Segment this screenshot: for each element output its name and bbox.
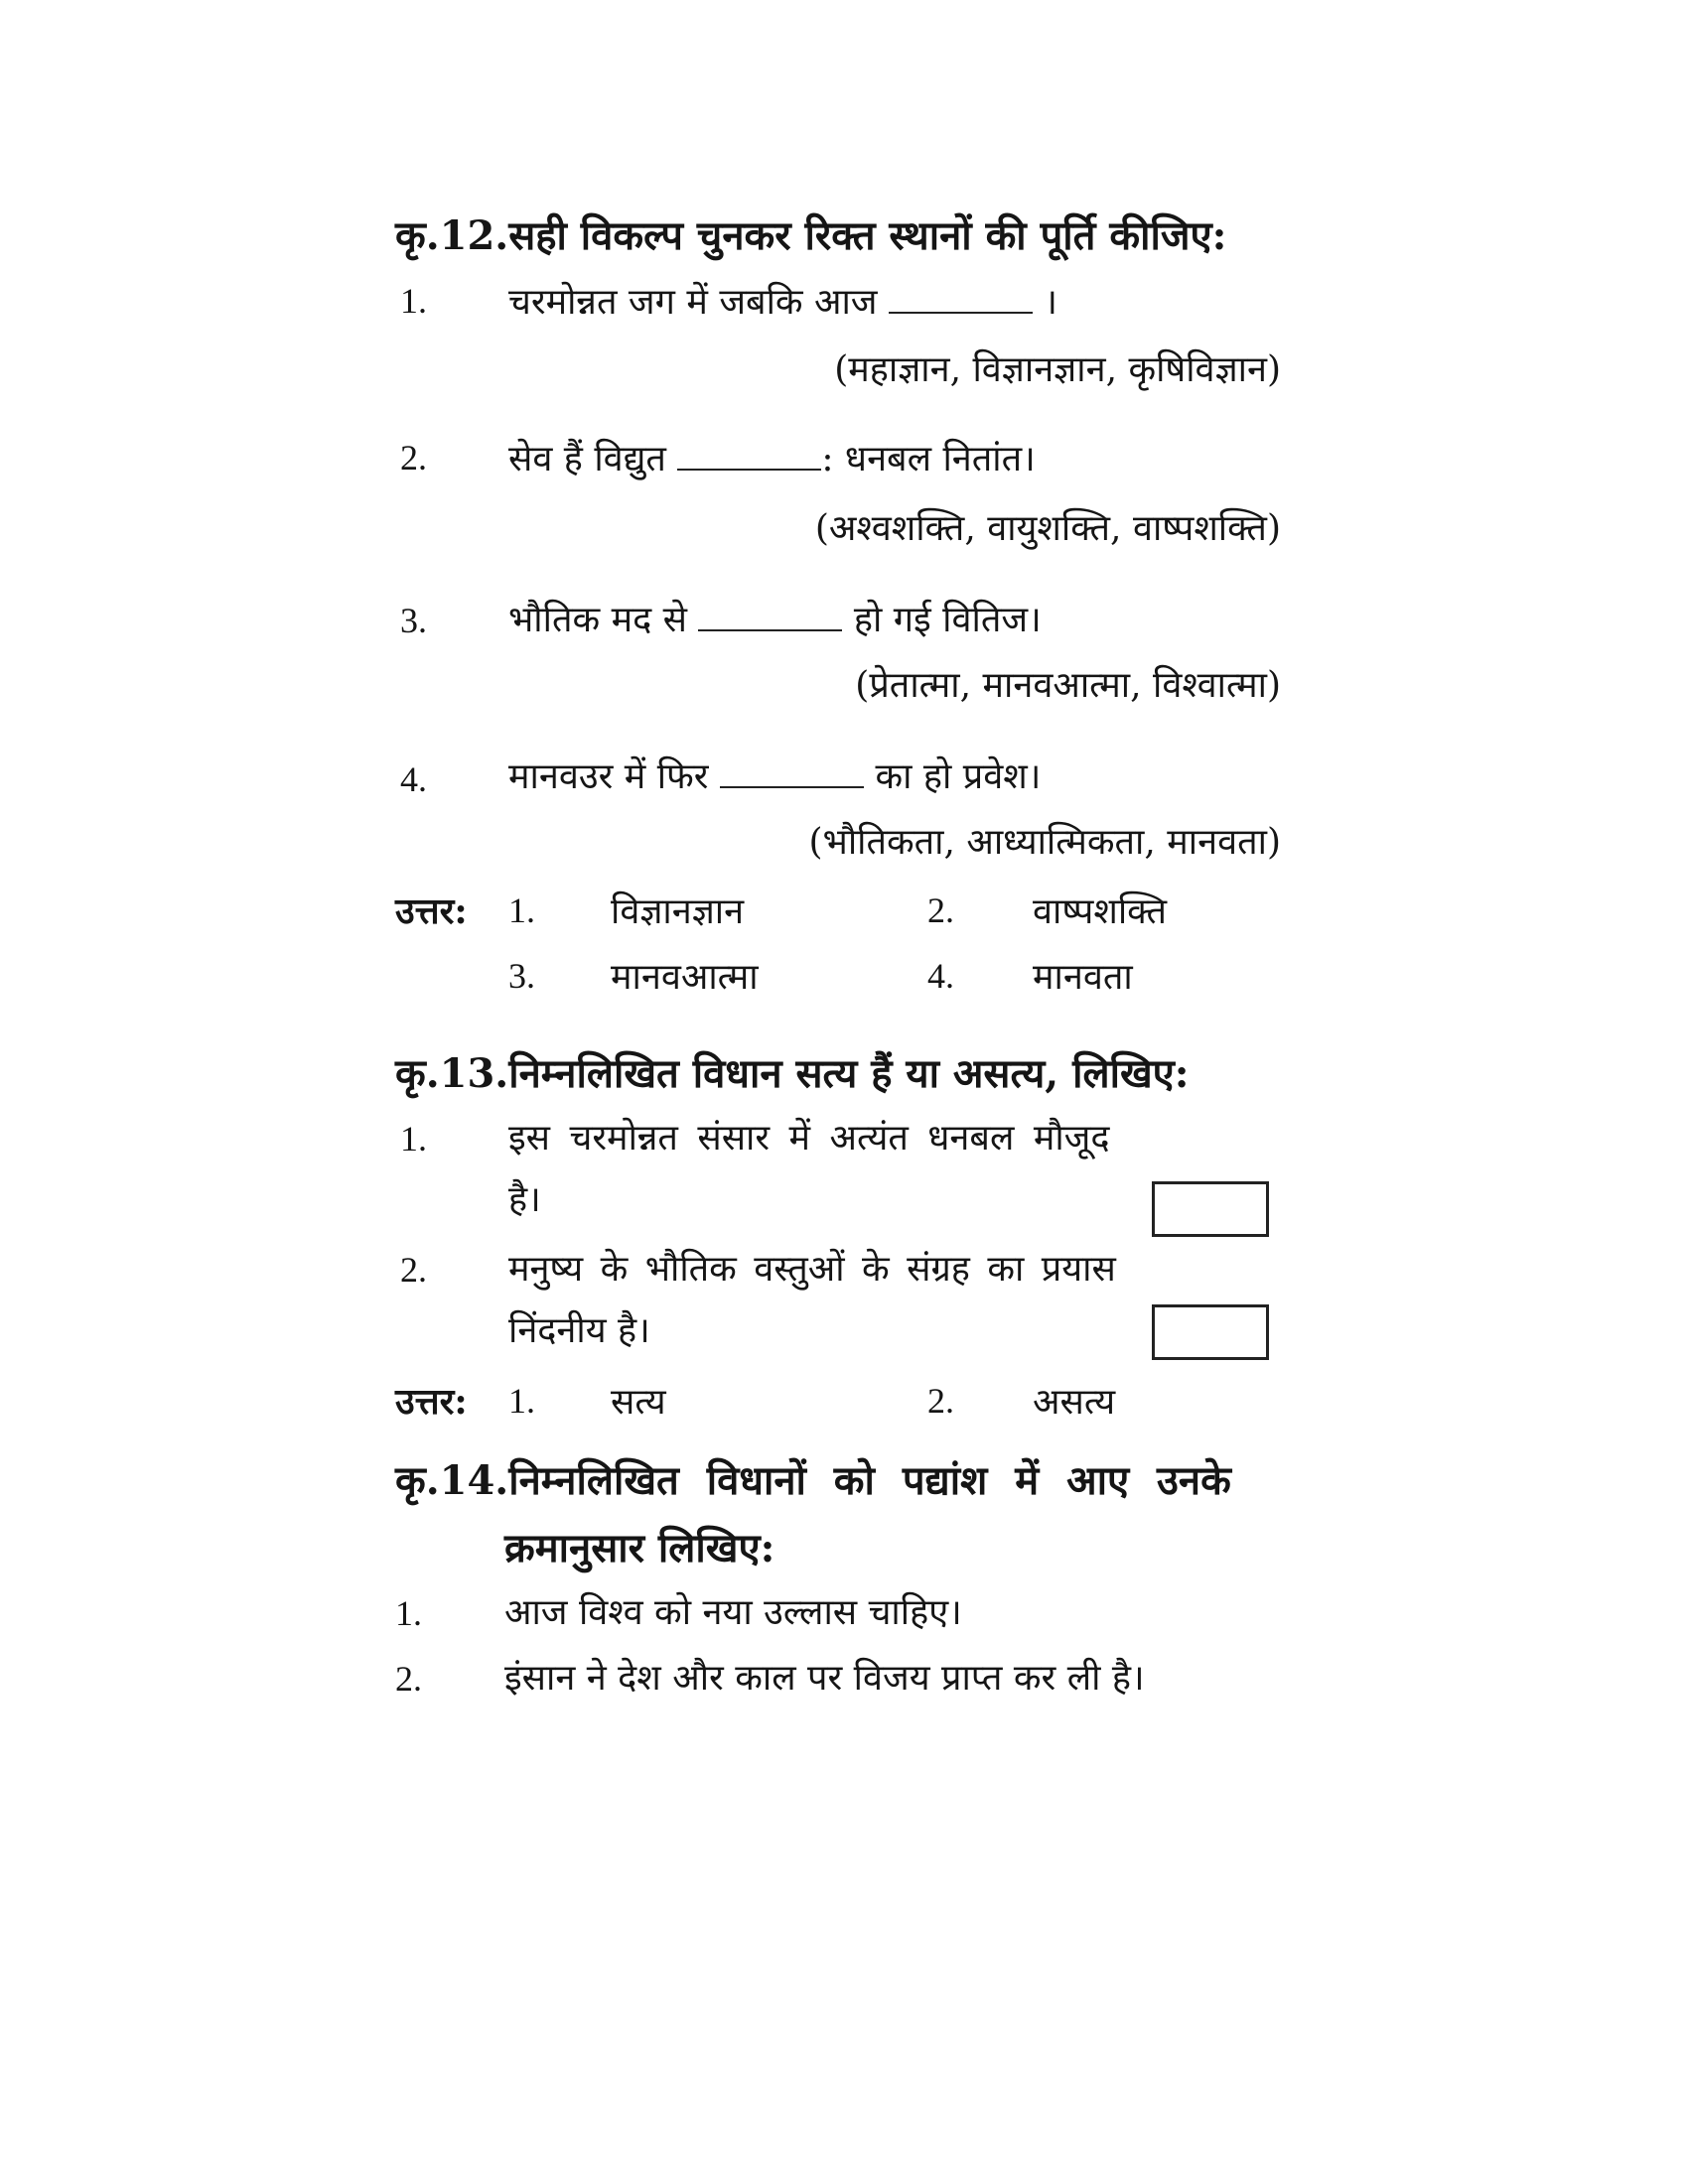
q12-item-1-statement bbox=[508, 276, 1057, 325]
q13-item-2-line-1: मनुष्य के भौतिक वस्तुओं के संग्रह का प्रयास bbox=[508, 1249, 1116, 1290]
q12-item-3-end: हो गई वितिज। bbox=[853, 600, 1042, 640]
q12-answer-3: मानवआत्मा bbox=[611, 957, 759, 998]
q12-item-3-number: 3. bbox=[400, 601, 427, 640]
q13-item-2-answer-box[interactable] bbox=[1152, 1304, 1269, 1360]
q12-item-3-blank bbox=[698, 600, 842, 631]
q13-item-1-line-1: इस चरमोन्नत संसार में अत्यंत धनबल मौजूद bbox=[508, 1118, 1110, 1159]
q12-item-2-blank bbox=[677, 439, 821, 471]
q14-heading-line-1: कृ.14.निम्नलिखित विधानों को पद्यांश में आए उनके bbox=[395, 1457, 1231, 1504]
q12-item-3-text: भौतिक मद से bbox=[508, 600, 687, 640]
q12-answer-2: वाष्पशक्ति bbox=[1033, 891, 1168, 932]
q12-item-1-blank bbox=[889, 282, 1033, 314]
q13-answer-2-number: 2. bbox=[927, 1381, 954, 1421]
q12-answer-label: उत्तर: bbox=[395, 890, 468, 932]
q12-item-2-text: सेव हैं विद्युत bbox=[508, 439, 666, 479]
q12-item-1-options: (महाज्ञान, विज्ञानज्ञान, कृषिविज्ञान) bbox=[834, 349, 1281, 390]
q12-item-1-text: चरमोन्नत जग में जबकि आज bbox=[508, 282, 878, 323]
q13-answer-1: सत्य bbox=[611, 1382, 666, 1423]
q14-item-2-number: 2. bbox=[395, 1659, 422, 1699]
q13-item-1-answer-box[interactable] bbox=[1152, 1181, 1269, 1237]
q13-answer-2: असत्य bbox=[1033, 1382, 1116, 1423]
q12-answer-2-number: 2. bbox=[927, 890, 954, 930]
q12-item-4-blank bbox=[720, 756, 864, 788]
q14-item-2: इंसान ने देश और काल पर विजय प्राप्त कर ली है। bbox=[504, 1658, 1145, 1699]
q12-answer-3-number: 3. bbox=[508, 956, 535, 996]
q12-item-4-end: का हो प्रवेश। bbox=[875, 756, 1042, 797]
q13-item-1-line-2: है। bbox=[508, 1179, 541, 1220]
q12-item-4-text: मानवउर में फिर bbox=[508, 756, 709, 797]
q12-item-1-end: । bbox=[1044, 282, 1058, 323]
q12-item-2-options: (अश्वशक्ति, वायुशक्ति, वाष्पशक्ति) bbox=[814, 508, 1281, 549]
q12-item-2-statement bbox=[508, 433, 1036, 481]
q13-answer-label: उत्तर: bbox=[395, 1381, 468, 1423]
q13-item-2-number: 2. bbox=[400, 1250, 427, 1290]
q12-item-3-statement bbox=[508, 594, 1042, 642]
q13-heading: कृ.13.निम्नलिखित विधान सत्य हैं या असत्य, लिखिए: bbox=[395, 1050, 1190, 1097]
q12-item-2-end: : धनबल नितांत। bbox=[821, 439, 1036, 479]
q14-item-1: आज विश्व को नया उल्लास चाहिए। bbox=[504, 1592, 962, 1633]
q12-item-3-options: (प्रेतात्मा, मानवआत्मा, विश्वात्मा) bbox=[855, 665, 1281, 706]
q12-item-1-number: 1. bbox=[400, 281, 427, 321]
q14-item-1-number: 1. bbox=[395, 1593, 422, 1633]
q12-heading: कृ.12.सही विकल्प चुनकर रिक्त स्थानों की पूर्ति कीजिए: bbox=[395, 212, 1227, 259]
q13-answer-1-number: 1. bbox=[508, 1381, 535, 1421]
q12-item-4-options: (भौतिकता, आध्यात्मिकता, मानवता) bbox=[808, 822, 1281, 863]
q13-item-1-number: 1. bbox=[400, 1119, 427, 1159]
q14-heading-line-2: क्रमानुसार लिखिए: bbox=[504, 1525, 775, 1571]
q13-item-2-line-2: निंदनीय है। bbox=[508, 1310, 650, 1351]
q12-item-2-number: 2. bbox=[400, 438, 427, 478]
q12-answer-1: विज्ञानज्ञान bbox=[611, 891, 745, 932]
q12-answer-4: मानवता bbox=[1033, 957, 1133, 998]
q12-item-4-number: 4. bbox=[400, 759, 427, 799]
q12-answer-4-number: 4. bbox=[927, 956, 954, 996]
q12-answer-1-number: 1. bbox=[508, 890, 535, 930]
q12-item-4-statement bbox=[508, 751, 1041, 799]
